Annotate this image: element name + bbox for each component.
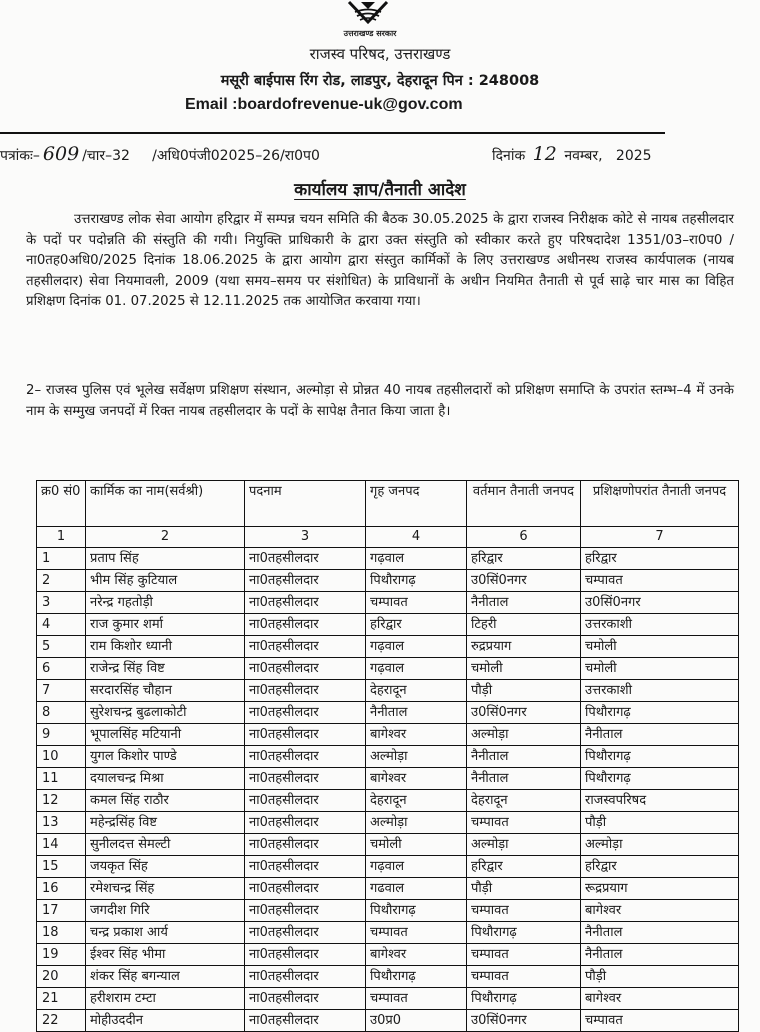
employee-name-cell: भीम सिंह कुटियाल <box>86 570 245 592</box>
new-posting-cell: नैनीताल <box>581 922 739 944</box>
new-posting-cell: चमोली <box>581 658 739 680</box>
serial-no-cell: 10 <box>37 746 86 768</box>
designation-cell: ना0तहसीलदार <box>245 966 366 988</box>
home-district-cell: देहरादून <box>366 790 467 812</box>
new-posting-cell: पौड़ी <box>581 812 739 834</box>
serial-no-cell: 4 <box>37 614 86 636</box>
serial-no-cell: 12 <box>37 790 86 812</box>
employee-name-cell: सरदारसिंह चौहान <box>86 680 245 702</box>
new-posting-cell: पिथौरागढ़ <box>581 768 739 790</box>
table-row <box>37 856 739 878</box>
reference-label: पत्रांकः– <box>0 148 40 164</box>
handwritten-date-day: 12 <box>532 143 557 165</box>
home-district-cell: चम्पावत <box>366 988 467 1010</box>
serial-no-cell: 9 <box>37 724 86 746</box>
home-district-cell: हरिद्वार <box>366 614 467 636</box>
serial-no-cell: 16 <box>37 878 86 900</box>
column-number: 1 <box>37 527 86 548</box>
uttarakhand-emblem-icon <box>343 0 393 26</box>
current-posting-cell: पिथौरागढ़ <box>467 988 581 1010</box>
designation-cell: ना0तहसीलदार <box>245 570 366 592</box>
serial-no-cell: 13 <box>37 812 86 834</box>
home-district-cell: बागेश्वर <box>366 944 467 966</box>
current-posting-cell: चमोली <box>467 658 581 680</box>
table-header-row <box>37 481 739 527</box>
serial-no-cell: 20 <box>37 966 86 988</box>
home-district-cell: गढवाल <box>366 878 467 900</box>
employee-name-cell: प्रताप सिंह <box>86 548 245 570</box>
new-posting-cell: पौड़ी <box>581 966 739 988</box>
current-posting-cell: टिहरी <box>467 614 581 636</box>
serial-no-cell: 6 <box>37 658 86 680</box>
serial-no-cell: 1 <box>37 548 86 570</box>
designation-cell: ना0तहसीलदार <box>245 988 366 1010</box>
column-number: 4 <box>366 527 467 548</box>
designation-cell: ना0तहसीलदार <box>245 614 366 636</box>
current-posting-cell: नैनीताल <box>467 746 581 768</box>
employee-name-cell: शंकर सिंह बगन्याल <box>86 966 245 988</box>
table-row <box>37 768 739 790</box>
new-posting-cell: अल्मोड़ा <box>581 834 739 856</box>
current-posting-cell: चम्पावत <box>467 812 581 834</box>
header-home-district: गृह जनपद <box>366 481 467 527</box>
employee-name-cell: सुरेशचन्द्र बुढलाकोटी <box>86 702 245 724</box>
table-body <box>37 548 739 1032</box>
date-label: दिनांक <box>492 148 526 164</box>
current-posting-cell: उ0सिं0नगर <box>467 570 581 592</box>
employee-name-cell: युगल किशोर पाण्डे <box>86 746 245 768</box>
current-posting-cell: अल्मोड़ा <box>467 724 581 746</box>
current-posting-cell: उ0सिं0नगर <box>467 1010 581 1032</box>
designation-cell: ना0तहसीलदार <box>245 922 366 944</box>
home-district-cell: अल्मोड़ा <box>366 812 467 834</box>
designation-cell: ना0तहसीलदार <box>245 592 366 614</box>
designation-cell: ना0तहसीलदार <box>245 812 366 834</box>
current-posting-cell: नैनीताल <box>467 592 581 614</box>
employee-name-cell: नरेन्द्र गहतोड़ी <box>86 592 245 614</box>
employee-name-cell: हरीशराम टम्टा <box>86 988 245 1010</box>
home-district-cell: बागेश्वर <box>366 724 467 746</box>
table-row <box>37 966 739 988</box>
home-district-cell: पिथौरागढ़ <box>366 966 467 988</box>
home-district-cell: बागेश्वर <box>366 768 467 790</box>
serial-no-cell: 18 <box>37 922 86 944</box>
table-row <box>37 680 739 702</box>
home-district-cell: पिथौरागढ़ <box>366 900 467 922</box>
current-posting-cell: हरिद्वार <box>467 548 581 570</box>
home-district-cell: देहरादून <box>366 680 467 702</box>
current-posting-cell: चम्पावत <box>467 944 581 966</box>
column-number: 7 <box>581 527 739 548</box>
current-posting-cell: पौड़ी <box>467 878 581 900</box>
column-number: 2 <box>86 527 245 548</box>
deployment-table <box>36 480 739 1032</box>
serial-no-cell: 3 <box>37 592 86 614</box>
home-district-cell: गढ़वाल <box>366 636 467 658</box>
serial-no-cell: 5 <box>37 636 86 658</box>
new-posting-cell: उ0सिं0नगर <box>581 592 739 614</box>
designation-cell: ना0तहसीलदार <box>245 834 366 856</box>
home-district-cell: गढ़वाल <box>366 548 467 570</box>
designation-cell: ना0तहसीलदार <box>245 1010 366 1032</box>
table-row <box>37 592 739 614</box>
table-row <box>37 548 739 570</box>
designation-cell: ना0तहसीलदार <box>245 724 366 746</box>
table-row <box>37 658 739 680</box>
current-posting-cell: अल्मोड़ा <box>467 834 581 856</box>
designation-cell: ना0तहसीलदार <box>245 548 366 570</box>
table-row <box>37 636 739 658</box>
employee-name-cell: राज कुमार शर्मा <box>86 614 245 636</box>
designation-cell: ना0तहसीलदार <box>245 702 366 724</box>
new-posting-cell: पिथौरागढ़ <box>581 702 739 724</box>
column-number: 6 <box>467 527 581 548</box>
employee-name-cell: राजेन्द्र सिंह विष्ट <box>86 658 245 680</box>
serial-no-cell: 22 <box>37 1010 86 1032</box>
new-posting-cell: बागेश्वर <box>581 988 739 1010</box>
employee-name-cell: जगदीश गिरि <box>86 900 245 922</box>
table-row <box>37 988 739 1010</box>
serial-no-cell: 2 <box>37 570 86 592</box>
table-row <box>37 900 739 922</box>
new-posting-cell: बागेश्वर <box>581 900 739 922</box>
header-post-training-posting: प्रशिक्षणोपरांत तैनाती जनपद <box>581 481 739 527</box>
table-row <box>37 834 739 856</box>
new-posting-cell: पिथौरागढ़ <box>581 746 739 768</box>
serial-no-cell: 8 <box>37 702 86 724</box>
table-row <box>37 746 739 768</box>
current-posting-cell: चम्पावत <box>467 966 581 988</box>
employee-name-cell: रमेशचन्द्र सिंह <box>86 878 245 900</box>
organization-name: राजस्व परिषद, उत्तराखण्ड <box>309 45 451 63</box>
employee-name-cell: चन्द्र प्रकाश आर्य <box>86 922 245 944</box>
new-posting-cell: चमोली <box>581 636 739 658</box>
header-divider <box>0 132 665 134</box>
new-posting-cell: उत्तरकाशी <box>581 614 739 636</box>
header-designation: पदनाम <box>245 481 366 527</box>
designation-cell: ना0तहसीलदार <box>245 680 366 702</box>
new-posting-cell: नैनीताल <box>581 724 739 746</box>
current-posting-cell: चम्पावत <box>467 900 581 922</box>
logo-caption: उत्तराखण्ड सरकार <box>343 29 397 38</box>
current-posting-cell: नैनीताल <box>467 768 581 790</box>
current-posting-cell: पौड़ी <box>467 680 581 702</box>
designation-cell: ना0तहसीलदार <box>245 746 366 768</box>
header-employee-name: कार्मिक का नाम(सर्वश्री) <box>86 481 245 527</box>
new-posting-cell: राजस्वपरिषद <box>581 790 739 812</box>
employee-name-cell: सुनीलदत्त सेमल्टी <box>86 834 245 856</box>
designation-cell: ना0तहसीलदार <box>245 658 366 680</box>
header-serial-no: क्र0 सं0 <box>37 481 86 527</box>
paragraph-2: 2– राजस्व पुलिस एवं भूलेख सर्वेक्षण प्रशिक्षण संस्थान, अल्मोड़ा से प्रोन्नत 40 नायब तहसीलदारों को प्रशिक्षण समाप्ति के उपरांत स्तम्भ–4 में उनके नाम के सम्मुख जनपदों में रिक्त नायब तहसीलदार के पदों के सापेक्ष तैनात किया जाता है। <box>26 383 734 419</box>
employee-name-cell: राम किशोर ध्यानी <box>86 636 245 658</box>
employee-name-cell: मोहीउददीन <box>86 1010 245 1032</box>
new-posting-cell: उत्तरकाशी <box>581 680 739 702</box>
current-posting-cell: उ0सिं0नगर <box>467 702 581 724</box>
table-row <box>37 614 739 636</box>
employee-name-cell: भूपालसिंह मटियानी <box>86 724 245 746</box>
document-title-text: कार्यालय ज्ञाप/तैनाती आदेश <box>294 180 466 200</box>
employee-name-cell: कमल सिंह राठौर <box>86 790 245 812</box>
letter-date <box>492 143 652 165</box>
handwritten-letter-number: 609 <box>42 143 80 165</box>
table-row <box>37 944 739 966</box>
paragraph-1: उत्तराखण्ड लोक सेवा आयोग हरिद्वार में सम्पन्न चयन समिति की बैठक 30.05.2025 के द्वारा राजस्व निरीक्षक कोटे से नायब तहसीलदार के पदों पर पदोन्नति की संस्तुति की गयी। नियुक्ति प्राधिकारी के द्वारा उक्त संस्तुति को स्वीकार करते हुए परिषदादेश 1351/03–रा0प0 /ना0तह0अधि0/2025 दिनांक 18.06.2025 के द्वारा आयोग द्वारा संस्तुत कार्मिकों के लिए उत्तराखण्ड अधीनस्थ राजस्व कार्यपालक (नायब तहसीलदार) सेवा नियमावली, 2009 (यथा समय–समय पर संशोधित) के प्राविधानों के अधीन नियमित तैनाती से पूर्व साढ़े चार मास का विहित प्रशिक्षण दिनांक 01. 07.2025 से 12.11.2025 तक आयोजित करवाया गया। <box>26 212 734 310</box>
designation-cell: ना0तहसीलदार <box>245 856 366 878</box>
employee-name-cell: जयकृत सिंह <box>86 856 245 878</box>
home-district-cell: गढ़वाल <box>366 658 467 680</box>
table-row <box>37 878 739 900</box>
table-row <box>37 570 739 592</box>
current-posting-cell: हरिद्वार <box>467 856 581 878</box>
serial-no-cell: 7 <box>37 680 86 702</box>
current-posting-cell: रुद्रप्रयाग <box>467 636 581 658</box>
serial-no-cell: 15 <box>37 856 86 878</box>
table-row <box>37 1010 739 1032</box>
home-district-cell: चमोली <box>366 834 467 856</box>
serial-no-cell: 21 <box>37 988 86 1010</box>
designation-cell: ना0तहसीलदार <box>245 878 366 900</box>
employee-name-cell: महेन्द्रसिंह विष्ट <box>86 812 245 834</box>
reference-number <box>0 143 320 165</box>
column-number: 3 <box>245 527 366 548</box>
home-district-cell: गढ़वाल <box>366 856 467 878</box>
employee-name-cell: दयालचन्द्र मिश्रा <box>86 768 245 790</box>
home-district-cell: चम्पावत <box>366 922 467 944</box>
table-row <box>37 702 739 724</box>
new-posting-cell: चम्पावत <box>581 1010 739 1032</box>
home-district-cell: पिथौरागढ़ <box>366 570 467 592</box>
reference-suffix: /चार–32 /अधि0पंजी02025–26/रा0प0 <box>82 148 320 164</box>
serial-no-cell: 14 <box>37 834 86 856</box>
new-posting-cell: चम्पावत <box>581 570 739 592</box>
serial-no-cell: 19 <box>37 944 86 966</box>
table-row <box>37 790 739 812</box>
serial-no-cell: 11 <box>37 768 86 790</box>
designation-cell: ना0तहसीलदार <box>245 768 366 790</box>
new-posting-cell: नैनीताल <box>581 944 739 966</box>
table-row <box>37 922 739 944</box>
new-posting-cell: रूद्रप्रयाग <box>581 878 739 900</box>
new-posting-cell: हरिद्वार <box>581 548 739 570</box>
home-district-cell: नैनीताल <box>366 702 467 724</box>
organization-email: Email :boardofrevenue-uk@gov.com <box>185 96 463 113</box>
designation-cell: ना0तहसीलदार <box>245 944 366 966</box>
current-posting-cell: पिथौरागढ़ <box>467 922 581 944</box>
serial-no-cell: 17 <box>37 900 86 922</box>
table-row <box>37 812 739 834</box>
date-month-year: नवम्बर, 2025 <box>564 148 652 164</box>
home-district-cell: चम्पावत <box>366 592 467 614</box>
organization-address: मसूरी बाईपास रिंग रोड, लाडपुर, देहरादून पिन : 248008 <box>220 73 540 89</box>
designation-cell: ना0तहसीलदार <box>245 636 366 658</box>
home-district-cell: अल्मोड़ा <box>366 746 467 768</box>
home-district-cell: उ0प्र0 <box>366 1010 467 1032</box>
employee-name-cell: ईश्वर सिंह भीमा <box>86 944 245 966</box>
current-posting-cell: देहरादून <box>467 790 581 812</box>
new-posting-cell: हरिद्वार <box>581 856 739 878</box>
designation-cell: ना0तहसीलदार <box>245 900 366 922</box>
header-current-posting: वर्तमान तैनाती जनपद <box>467 481 581 527</box>
designation-cell: ना0तहसीलदार <box>245 790 366 812</box>
table-row <box>37 724 739 746</box>
document-title <box>0 177 760 200</box>
table-column-number-row <box>37 527 739 548</box>
